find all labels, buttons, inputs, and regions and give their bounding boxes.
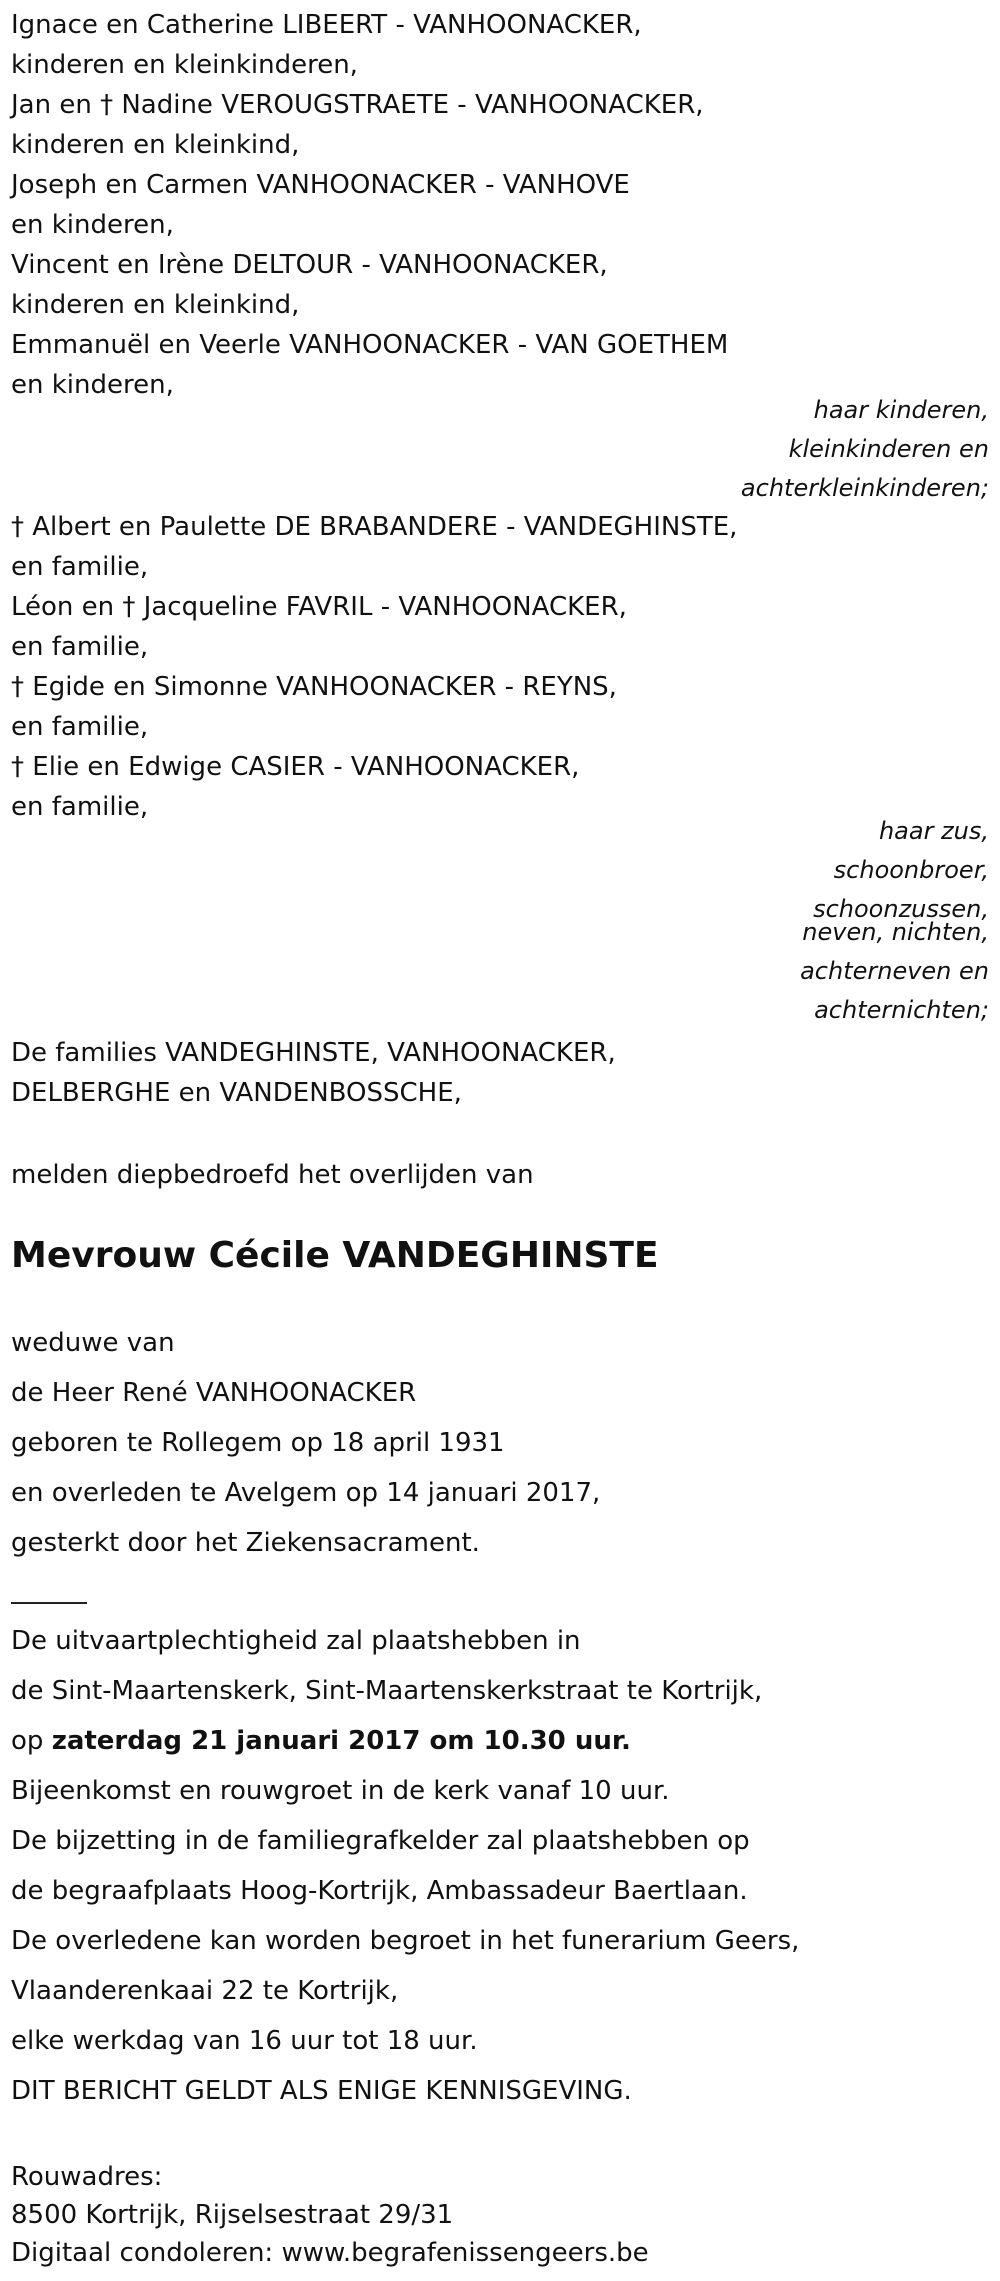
family-line: Vincent en Irène DELTOUR - VANHOONACKER,	[11, 250, 608, 280]
ceremony-date-prefix: op	[11, 1726, 44, 1756]
ceremony-date: zaterdag 21 januari 2017 om 10.30 uur.	[51, 1726, 631, 1756]
ceremony-line: De uitvaartplechtigheid zal plaatshebben in	[11, 1626, 581, 1656]
relation-label: achterneven en	[800, 957, 989, 985]
family-line: en familie,	[11, 552, 149, 582]
ceremony-line: de Sint-Maartenskerk, Sint-Maartenskerkstraat te Kortrijk,	[11, 1676, 763, 1706]
family-line: en familie,	[11, 632, 149, 662]
detail-line: de Heer René VANHOONACKER	[11, 1378, 417, 1408]
families-line: DELBERGHE en VANDENBOSSCHE,	[11, 1078, 462, 1108]
detail-line: en overleden te Avelgem op 14 januari 2017,	[11, 1478, 601, 1508]
ceremony-line: de begraafplaats Hoog-Kortrijk, Ambassadeur Baertlaan.	[11, 1876, 748, 1906]
family-line: Ignace en Catherine LIBEERT - VANHOONACKER,	[11, 10, 642, 40]
family-line: Jan en † Nadine VEROUGSTRAETE - VANHOONACKER,	[11, 90, 704, 120]
family-line: kinderen en kleinkind,	[11, 130, 300, 160]
separator-line	[11, 1602, 87, 1604]
notice-statement: DIT BERICHT GELDT ALS ENIGE KENNISGEVING.	[11, 2076, 632, 2106]
family-line: en familie,	[11, 712, 149, 742]
family-line: en familie,	[11, 792, 149, 822]
family-line: kinderen en kleinkind,	[11, 290, 300, 320]
announcement: melden diepbedroefd het overlijden van	[11, 1160, 534, 1190]
family-line: Joseph en Carmen VANHOONACKER - VANHOVE	[11, 170, 630, 200]
ceremony-line: Vlaanderenkaai 22 te Kortrijk,	[11, 1976, 399, 2006]
family-line: † Egide en Simonne VANHOONACKER - REYNS,	[11, 672, 617, 702]
relation-label: haar kinderen,	[813, 396, 989, 424]
families-line: De families VANDEGHINSTE, VANHOONACKER,	[11, 1038, 616, 1068]
relation-label: achterkleinkinderen;	[740, 474, 989, 502]
family-line: Léon en † Jacqueline FAVRIL - VANHOONACKER,	[11, 592, 627, 622]
deceased-name: Mevrouw Cécile VANDEGHINSTE	[11, 1235, 659, 1276]
relation-label: neven, nichten,	[802, 918, 989, 946]
address-label: Rouwadres:	[11, 2162, 163, 2192]
relation-label: haar zus,	[878, 817, 989, 845]
family-line: † Elie en Edwige CASIER - VANHOONACKER,	[11, 752, 580, 782]
relation-label: schoonzussen,	[813, 895, 989, 923]
address-street: 8500 Kortrijk, Rijselsestraat 29/31	[11, 2200, 454, 2230]
family-line: † Albert en Paulette DE BRABANDERE - VANDEGHINSTE,	[11, 512, 738, 542]
relation-label: achternichten;	[814, 996, 989, 1024]
family-line: Emmanuël en Veerle VANHOONACKER - VAN GOETHEM	[11, 330, 729, 360]
ceremony-line: De overledene kan worden begroet in het funerarium Geers,	[11, 1926, 800, 1956]
detail-line: gesterkt door het Ziekensacrament.	[11, 1528, 480, 1558]
family-line: en kinderen,	[11, 370, 174, 400]
family-line: en kinderen,	[11, 210, 174, 240]
relation-label: kleinkinderen en	[788, 435, 989, 463]
ceremony-line: elke werkdag van 16 uur tot 18 uur.	[11, 2026, 478, 2056]
detail-line: geboren te Rollegem op 18 april 1931	[11, 1428, 505, 1458]
detail-line: weduwe van	[11, 1328, 175, 1358]
ceremony-line: Bijeenkomst en rouwgroet in de kerk vanaf 10 uur.	[11, 1776, 670, 1806]
family-line: kinderen en kleinkinderen,	[11, 50, 358, 80]
ceremony-date-line	[11, 1724, 631, 1758]
relation-label: schoonbroer,	[833, 856, 989, 884]
ceremony-line: De bijzetting in de familiegrafkelder zal plaatshebben op	[11, 1826, 750, 1856]
condolence-line: Digitaal condoleren: www.begrafenissengeers.be	[11, 2238, 649, 2268]
